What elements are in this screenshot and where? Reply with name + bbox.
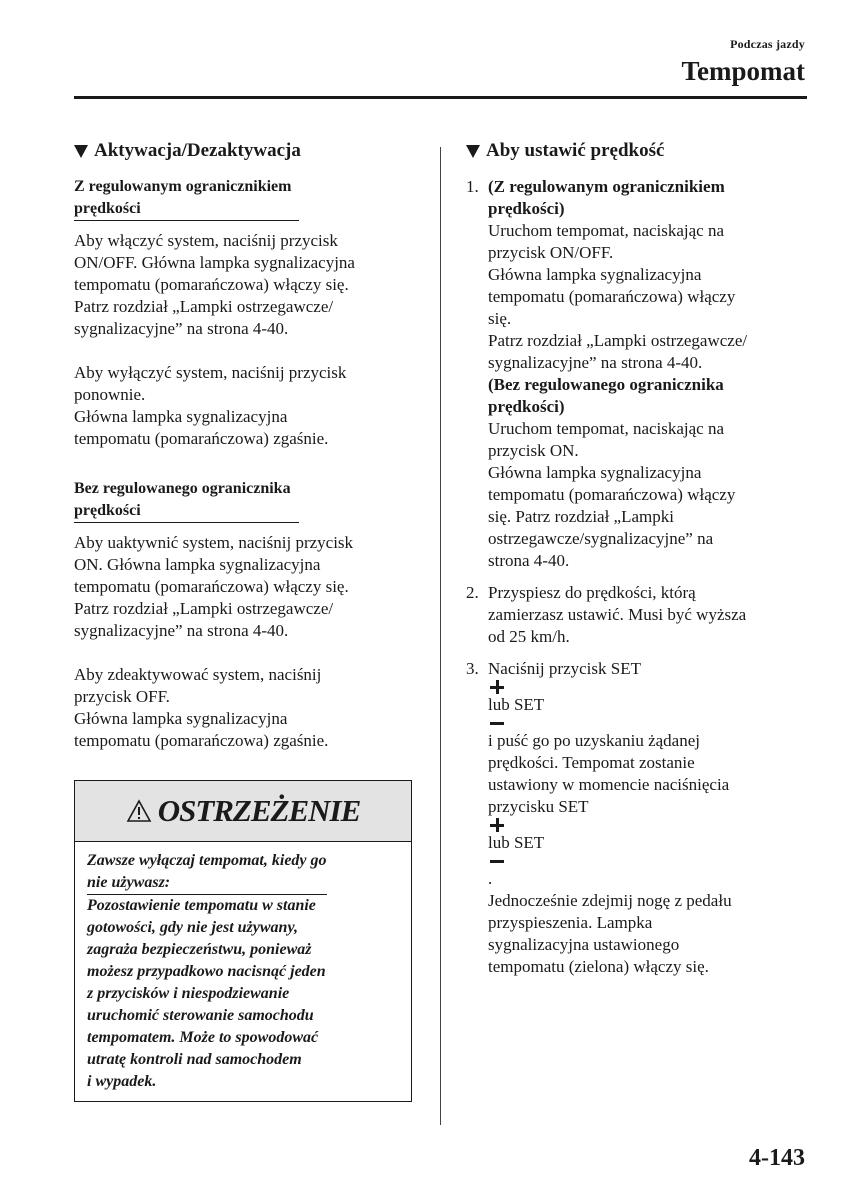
text-line: tempomatem. Może to spowodować (87, 1029, 319, 1046)
text-line: ON/OFF. Główna lampka sygnalizacyjna (74, 253, 355, 272)
text-fragment: przycisku SET (488, 797, 589, 816)
text-line: ostrzegawcze/sygnalizacyjne” na (488, 529, 714, 548)
text-line: Aby uaktywnić system, naciśnij przycisk (74, 533, 354, 552)
text-line: Główna lampka sygnalizacyjna (488, 265, 702, 284)
text-line: Jednocześnie zdejmij nogę z pedału (488, 891, 732, 910)
text-line: Patrz rozdział „Lampki ostrzegawcze/ (74, 599, 334, 618)
text-line: gotowości, gdy nie jest używany, (87, 919, 298, 936)
text-line: ponownie. (74, 385, 146, 404)
text-line: uruchomić sterowanie samochodu (87, 1007, 314, 1024)
text-line (488, 658, 804, 730)
section-heading-text: Aktywacja/Dezaktywacja (94, 140, 301, 161)
text-line: Aby wyłączyć system, naciśnij przycisk (74, 363, 347, 382)
text-line: sygnalizacyjne” na strona 4-40. (74, 319, 289, 338)
text-line: Aby włączyć system, naciśnij przycisk (74, 231, 338, 250)
text-fragment: lub SET (488, 695, 545, 714)
plus-icon (490, 818, 504, 832)
subheading-line: Z regulowanym ogranicznikiem (74, 178, 292, 195)
warning-title: OSTRZEŻENIE (157, 793, 361, 828)
text-line: przyspieszenia. Lampka (488, 913, 653, 932)
text-line: Patrz rozdział „Lampki ostrzegawcze/ (74, 297, 334, 316)
warning-subheading (87, 850, 327, 895)
minus-icon (490, 854, 504, 868)
text-line: Patrz rozdział „Lampki ostrzegawcze/ (488, 331, 748, 350)
text-line: sygnalizacyjne” na strona 4-40. (74, 621, 289, 640)
paragraph-activate (74, 532, 414, 642)
text-line: przycisk ON/OFF. (488, 243, 614, 262)
text-line: przycisk OFF. (74, 687, 170, 706)
text-fragment: Naciśnij przycisk SET (488, 659, 641, 678)
text-line: i wypadek. (87, 1073, 157, 1090)
subheading-line: prędkości (74, 200, 141, 217)
step-number: 1. (466, 177, 479, 196)
text-line: strona 4-40. (488, 551, 570, 570)
triangle-bullet-icon (74, 145, 88, 158)
text-line: Główna lampka sygnalizacyjna (488, 463, 702, 482)
text-line: od 25 km/h. (488, 627, 570, 646)
warning-header (75, 781, 411, 842)
plus-icon (490, 680, 504, 694)
text-line: ustawiony w momencie naciśnięcia (488, 775, 730, 794)
text-line: (Bez regulowanego ogranicznika (488, 375, 724, 394)
text-line: (Z regulowanym ogranicznikiem (488, 177, 725, 196)
text-line: sygnalizacyjne” na strona 4-40. (488, 353, 703, 372)
text-line: się. Patrz rozdział „Lampki (488, 507, 674, 526)
text-fragment: lub SET (488, 833, 545, 852)
text-line: prędkości. Tempomat zostanie (488, 753, 695, 772)
subheading-without-limiter (74, 478, 299, 523)
warning-box (74, 780, 412, 1102)
text-line: tempomatu (pomarańczowa) włączy (488, 485, 736, 504)
section-heading-set-speed (466, 138, 804, 164)
subheading-with-limiter (74, 176, 299, 221)
text-line: możesz przypadkowo nacisnąć jeden (87, 963, 326, 980)
step-2 (466, 582, 804, 648)
text-line: prędkości) (488, 397, 565, 416)
text-line: Pozostawienie tempomatu w stanie (87, 897, 316, 914)
text-line: Główna lampka sygnalizacyjna (74, 709, 288, 728)
minus-icon (490, 716, 504, 730)
subheading-line: Bez regulowanego ogranicznika (74, 480, 291, 497)
text-line: prędkości) (488, 199, 565, 218)
text-line: tempomatu (pomarańczowa) włączy się. (74, 275, 349, 294)
step-number: 3. (466, 659, 479, 678)
header-rule (74, 96, 807, 99)
step-3 (466, 658, 804, 978)
step-1 (466, 176, 804, 572)
text-line: przycisk ON. (488, 441, 579, 460)
left-column (74, 138, 414, 752)
text-line: zamierzasz ustawić. Musi być wyższa (488, 605, 747, 624)
warning-triangle-icon (126, 799, 152, 823)
text-line: tempomatu (pomarańczowa) zgaśnie. (74, 731, 329, 750)
paragraph-deactivate (74, 664, 414, 752)
text-line: Zawsze wyłączaj tempomat, kiedy go (87, 852, 327, 869)
text-line: utratę kontroli nad samochodem (87, 1051, 302, 1068)
step-number: 2. (466, 583, 479, 602)
subheading-line: prędkości (74, 502, 141, 519)
text-line: z przycisków i niespodziewanie (87, 985, 290, 1002)
section-heading-text: Aby ustawić prędkość (486, 140, 665, 161)
text-line: tempomatu (pomarańczowa) zgaśnie. (74, 429, 329, 448)
text-line (488, 796, 804, 890)
triangle-bullet-icon (466, 145, 480, 158)
page-title: Tempomat (681, 56, 805, 86)
text-line: tempomatu (pomarańczowa) włączy (488, 287, 736, 306)
text-line: sygnalizacyjna ustawionego (488, 935, 680, 954)
paragraph-disable (74, 362, 414, 450)
text-line: Główna lampka sygnalizacyjna (74, 407, 288, 426)
text-line: tempomatu (pomarańczowa) włączy się. (74, 577, 349, 596)
text-line: Aby zdeaktywować system, naciśnij (74, 665, 322, 684)
text-line: ON. Główna lampka sygnalizacyjna (74, 555, 321, 574)
text-line: tempomatu (zielona) włączy się. (488, 957, 709, 976)
text-line: się. (488, 309, 512, 328)
text-line: Przyspiesz do prędkości, którą (488, 583, 696, 602)
text-fragment: . (488, 869, 493, 888)
right-column (466, 138, 804, 978)
header-section-label: Podczas jazdy (730, 37, 805, 51)
paragraph-enable (74, 230, 414, 340)
section-heading-activation (74, 138, 414, 164)
warning-body (75, 842, 411, 1093)
text-line: i puść go po uzyskaniu żądanej (488, 731, 700, 750)
text-line: Uruchom tempomat, naciskając na (488, 419, 725, 438)
steps-list (466, 176, 804, 978)
text-line: nie używasz: (87, 874, 171, 891)
column-divider (440, 147, 441, 1125)
text-line: Uruchom tempomat, naciskając na (488, 221, 725, 240)
page-number: 4-143 (749, 1145, 805, 1171)
text-line: zagraża bezpieczeństwu, ponieważ (87, 941, 312, 958)
